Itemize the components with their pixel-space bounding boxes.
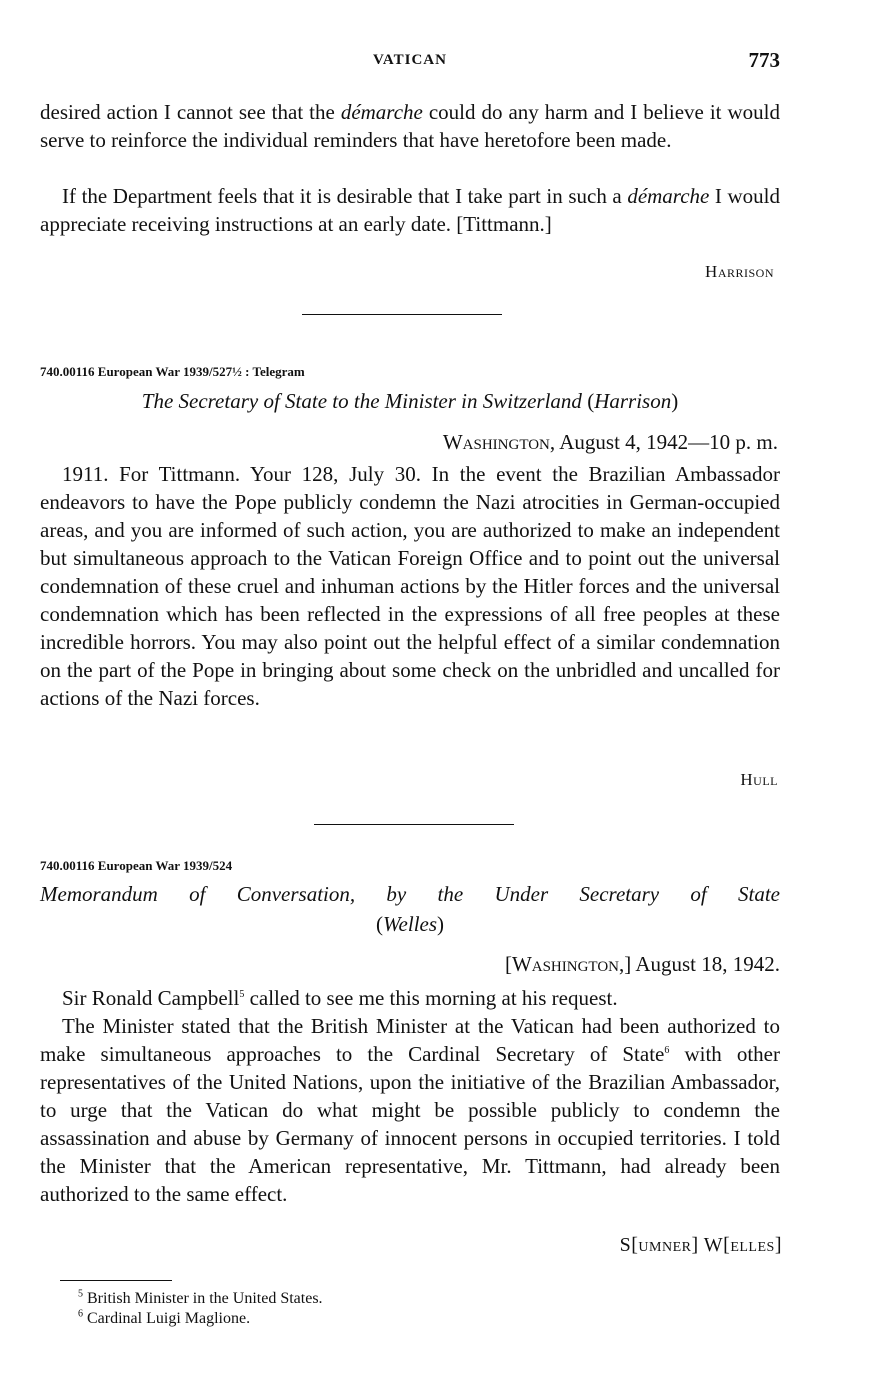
- text-run: with other representatives of the United Nations, upon the initiative of the Brazilian Ambassador, to urge that the Vatican do what might be possible publicly to condemn the assassination and abuse by Germany of innocent persons in occupied territories. I told the Minister that the American representative, Mr. Tittmann, had already been authorized to the same effect.: [40, 1042, 780, 1206]
- document-title: [40, 387, 780, 415]
- sig-part: umner: [638, 1234, 692, 1256]
- footnote-rule: [60, 1280, 172, 1281]
- title-name: Harrison: [594, 389, 672, 413]
- sig-part: S[: [619, 1234, 639, 1256]
- signature-harrison: Harrison: [705, 262, 774, 281]
- signature-hull: Hull: [740, 770, 778, 789]
- dateline-place: Washington: [511, 952, 619, 976]
- text-run: Sir Ronald Campbell: [62, 986, 240, 1010]
- section-divider: [302, 314, 502, 315]
- request-paragraph: [40, 182, 780, 238]
- title-paren: (: [375, 912, 383, 936]
- dateline-date: , August 4, 1942—10 p. m.: [549, 430, 778, 454]
- footnote-mark: 6: [78, 1308, 83, 1320]
- title-paren: (: [581, 389, 595, 413]
- file-reference: 740.00116 European War 1939/524: [40, 858, 233, 873]
- footnote-5: [78, 1290, 323, 1308]
- continued-paragraph: [40, 98, 780, 154]
- title-name: Welles: [382, 912, 438, 936]
- text-run: I would appreciate receiving instructions at an early date. [Tittmann.]: [40, 184, 780, 236]
- footnote-mark: 5: [78, 1288, 83, 1300]
- sig-part: ]: [774, 1234, 782, 1256]
- text-run: If the Department feels that it is desirable that I take part in such a: [62, 184, 628, 208]
- memorandum-title: Memorandum of Conversation, by the Under Secretary of State: [40, 882, 780, 906]
- title-text: The Secretary of State to the Minister in Switzerland: [141, 389, 582, 413]
- page-number: 773: [748, 48, 780, 72]
- page-header: [40, 48, 780, 78]
- footnote-marker: 6: [664, 1045, 670, 1056]
- footnote-text: British Minister in the United States.: [87, 1290, 323, 1307]
- dateline: [505, 952, 780, 977]
- dateline-date: ,] August 18, 1942.: [618, 952, 780, 976]
- text-run: could do any harm and I believe it would serve to reinforce the individual reminders that have heretofore been made.: [40, 100, 780, 152]
- italic-term: démarche: [340, 100, 423, 124]
- file-reference: 740.00116 European War 1939/527½ : Telegram: [40, 364, 305, 379]
- title-paren: ): [437, 912, 445, 936]
- telegram-body: 1911. For Tittmann. Your 128, July 30. In the event the Brazilian Ambassador endeavors to have the Pope publicly condemn the Nazi atrocities in German-occupied areas, and you are informed of such action, you are authorized to make an independent but simultaneous approach to the Vatican Foreign Office and to point out the universal condemnation of these cruel and inhuman actions by the Hitler forces and the universal condemnation which has been reflected in the expressions of all free peoples at these incredible horrors. You may also point out the helpful effect of a similar condemnation on the part of the Pope in bringing about some check on the unbridled and uncalled for actions of the Nazi forces.: [40, 462, 780, 710]
- sig-part: elles: [730, 1234, 775, 1256]
- footnote-6: [78, 1310, 250, 1328]
- dateline: [443, 430, 778, 455]
- memo-paragraph-1: [40, 984, 780, 1012]
- memorandum-title-author: [40, 910, 780, 938]
- bracket: [: [504, 952, 512, 976]
- text-run: The Minister stated that the British Minister at the Vatican had been authorized to make simultaneous approaches to the Cardinal Secretary of State: [40, 1014, 780, 1066]
- text-run: desired action I cannot see that the: [40, 100, 341, 124]
- dateline-place: Washington: [442, 430, 550, 454]
- section-divider: [314, 824, 514, 825]
- italic-term: démarche: [627, 184, 710, 208]
- sig-part: ] W[: [691, 1234, 731, 1256]
- footnote-marker: 5: [239, 989, 245, 1000]
- text-run: called to see me this morning at his request.: [244, 986, 618, 1010]
- title-paren: ): [671, 389, 679, 413]
- footnote-text: Cardinal Luigi Maglione.: [87, 1310, 251, 1327]
- running-title: VATICAN: [373, 52, 447, 68]
- signature-welles: [620, 1234, 782, 1257]
- memo-paragraph-2: [40, 1012, 780, 1208]
